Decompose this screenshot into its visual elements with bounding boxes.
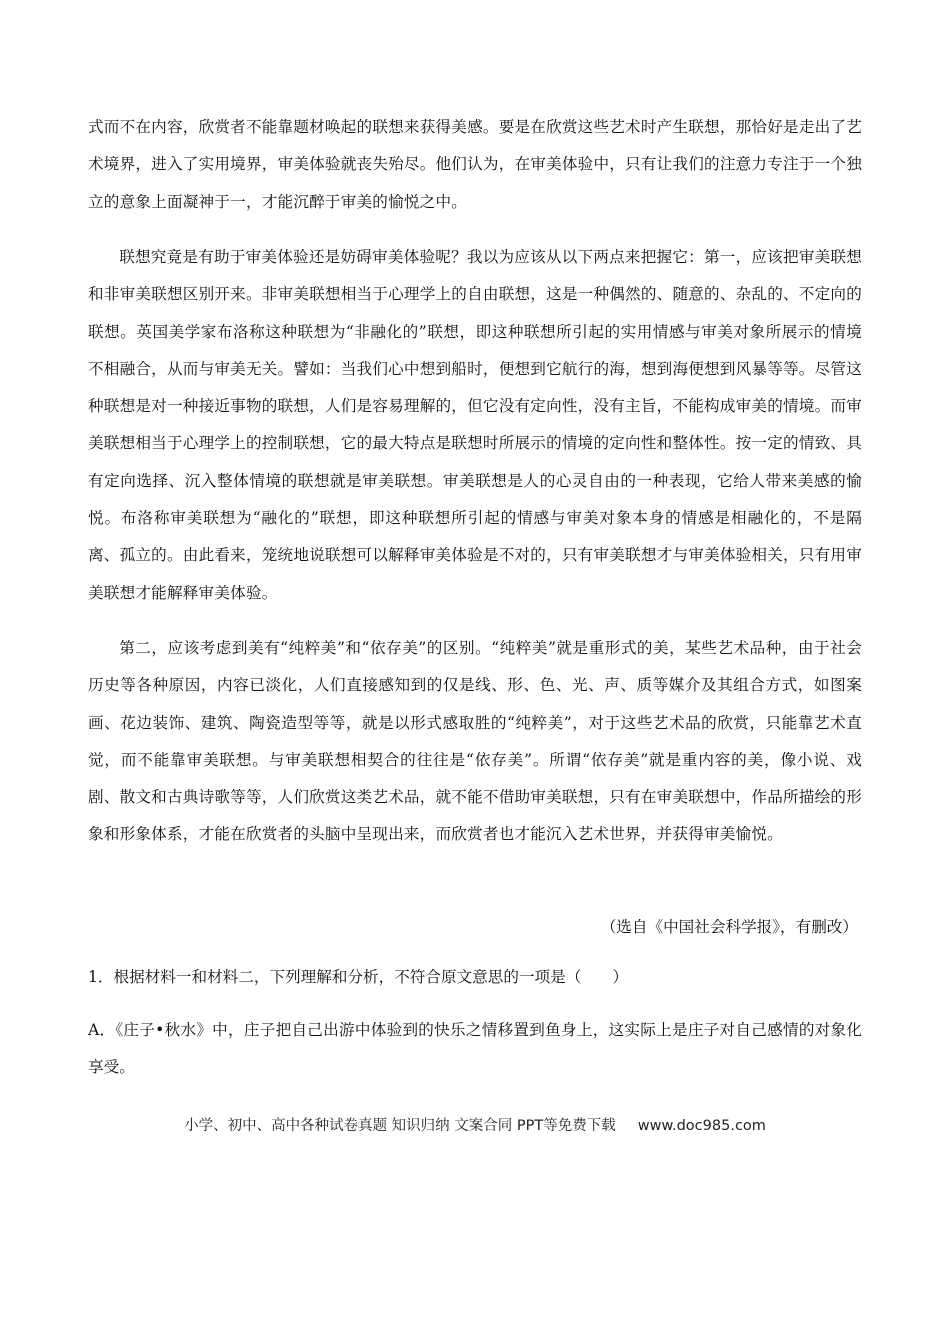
- footer-text: 小学、初中、高中各种试卷真题 知识归纳 文案合同 PPT等免费下载: [184, 1118, 616, 1134]
- paragraph-1: 式而不在内容，欣赏者不能靠题材唤起的联想来获得美感。要是在欣赏这些艺术时产生联想，那恰好是走出了艺术境界，进入了实用境界，审美体验就丧失殆尽。他们认为，在审美体验中，只有让我们的注意力专注于一个独立的意象上面凝神于一，才能沉醉于审美的愉悦之中。: [88, 118, 862, 211]
- footer-url[interactable]: www.doc985.com: [637, 1118, 766, 1134]
- option-a: A．《庄子•秋水》中，庄子把自己出游中体验到的快乐之情移置到鱼身上，这实际上是庄子对自己感情的对象化享受。: [88, 1021, 862, 1077]
- paragraph-3: 第二，应该考虑到美有“纯粹美”和“依存美”的区别。“纯粹美”就是重形式的美，某些艺术品种，由于社会历史等各种原因，内容已淡化，人们直接感知到的仅是线、形、色、光、声、质等媒介及其组合方式，如图案画、花边装饰、建筑、陶瓷造型等等，就是以形式感取胜的“纯粹美”，对于这些艺术品的欣赏，只能靠艺术直觉，而不能靠审美联想。与审美联想相契合的往往是“依存美”。所谓“依存美”就是重内容的美，像小说、戏剧、散文和古典诗歌等等，人们欣赏这类艺术品，就不能不借助审美联想，只有在审美联想中，作品所描绘的形象和形象体系，才能在欣赏者的头脑中呈现出来，而欣赏者也才能沉入艺术世界，并获得审美愉悦。: [88, 639, 862, 844]
- source-citation: （选自《中国社会科学报》，有删改）: [600, 918, 858, 936]
- question-1: 1．根据材料一和材料二，下列理解和分析，不符合原文意思的一项是（ ）: [88, 968, 629, 986]
- page-footer: [0, 1112, 950, 1140]
- paragraph-2: 联想究竟是有助于审美体验还是妨碍审美体验呢？我以为应该从以下两点来把握它：第一，应该把审美联想和非审美联想区别开来。非审美联想相当于心理学上的自由联想，这是一种偶然的、随意的、杂乱的、不定向的联想。英国美学家布洛称这种联想为“非融化的”联想，即这种联想所引起的实用情感与审美对象所展示的情境不相融合，从而与审美无关。譬如：当我们心中想到船时，便想到它航行的海，想到海便想到风暴等等。尽管这种联想是对一种接近事物的联想，人们是容易理解的，但它没有定向性，没有主旨，不能构成审美的情境。而审美联想相当于心理学上的控制联想，它的最大特点是联想时所展示的情境的定向性和整体性。按一定的情致、具有定向选择、沉入整体情境的联想就是审美联想。审美联想是人的心灵自由的一种表现，它给人带来美感的愉悦。布洛称审美联想为“融化的”联想，即这种联想所引起的情感与审美对象本身的情感是相融化的，不是隔离、孤立的。由此看来，笼统地说联想可以解释审美体验是不对的，只有审美联想才与审美体验相关，只有用审美联想才能解释审美体验。: [88, 248, 862, 602]
